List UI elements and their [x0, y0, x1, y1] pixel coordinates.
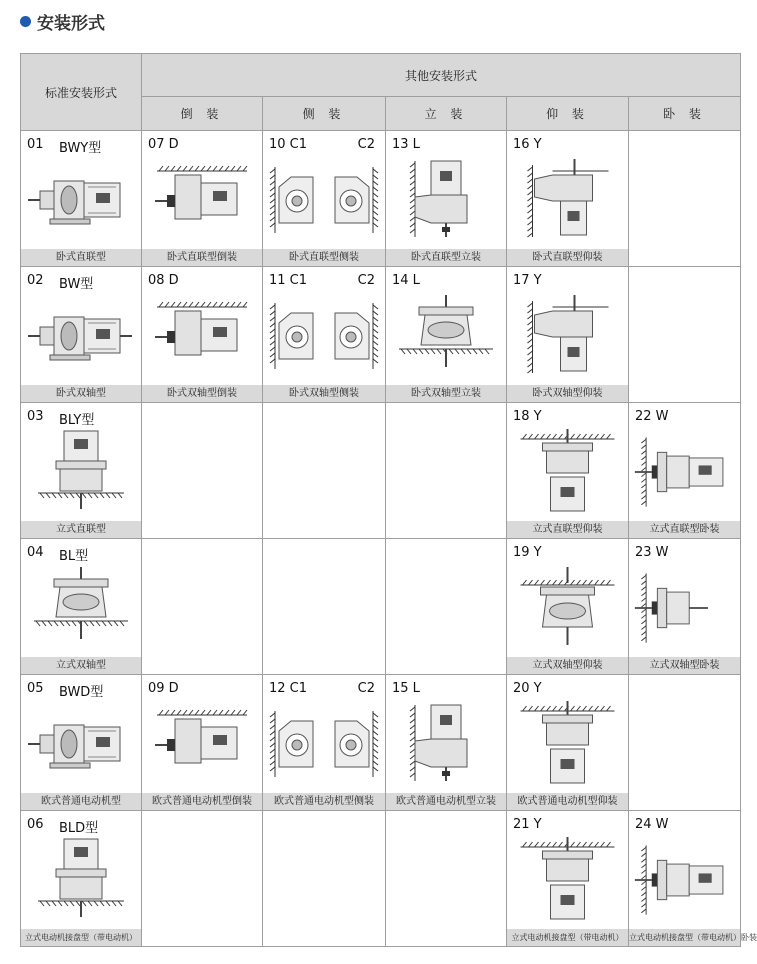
mount-cell [263, 403, 386, 539]
mount-caption: 卧式直联型倒装 [142, 249, 262, 266]
mount-cell [629, 131, 741, 267]
drawing [146, 701, 258, 787]
mount-cell [263, 539, 386, 675]
mounting-table [20, 53, 757, 947]
table-row [21, 131, 741, 267]
mount-cell [507, 267, 629, 403]
mount-caption: 卧式直联型侧装 [263, 249, 385, 266]
wall-double-shaft-icon [633, 565, 736, 651]
table-row [21, 539, 741, 675]
mount-caption: 立式电动机接盘型（带电动机）卧装 [629, 929, 740, 946]
header-other: 其他安装形式 [142, 54, 741, 97]
bullet-dot-icon [20, 16, 31, 27]
mount-caption: 卧式双轴型仰装 [507, 385, 628, 402]
mount-cell [263, 131, 386, 267]
header-inverted: 倒 装 [142, 97, 263, 131]
header-upward: 仰 装 [507, 97, 629, 131]
drawing [511, 429, 624, 515]
model-name: BLY型 [59, 413, 95, 428]
mount-caption: 立式直联型卧装 [629, 521, 740, 538]
mount-cell [386, 131, 507, 267]
upward-mount-icon [511, 157, 624, 243]
model-name: BLD型 [59, 821, 99, 836]
mount-code: 17 Y [513, 273, 542, 288]
mount-caption: 立式电动机接盘型（带电动机） [507, 929, 628, 946]
mount-code: 23 W [635, 545, 669, 560]
mount-cell [507, 539, 629, 675]
mount-cell [263, 675, 386, 811]
mount-caption: 立式双轴型仰装 [507, 657, 628, 674]
drawing [633, 565, 736, 651]
upward-double-shaft-icon [511, 293, 624, 379]
drawing [633, 837, 736, 923]
table-row [21, 403, 741, 539]
side-mount-icon [267, 157, 381, 243]
page-title: 安装形式 [37, 13, 105, 34]
mount-caption: 卧式直联型立装 [386, 249, 506, 266]
mount-code: 05 [27, 681, 44, 696]
drawing [511, 565, 624, 651]
mount-cell [629, 539, 741, 675]
mount-cell [142, 811, 263, 947]
euro-vertical-icon [390, 701, 502, 787]
drawing [511, 157, 624, 243]
drawing [146, 293, 258, 379]
mount-caption: 欧式普通电动机型倒装 [142, 793, 262, 810]
mount-cell [142, 267, 263, 403]
drawing [267, 293, 381, 379]
vertical-flange-upward-icon [511, 837, 624, 923]
model-name: BL型 [59, 549, 89, 564]
drawing [25, 701, 137, 787]
mount-cell [142, 403, 263, 539]
wall-flange-motor-icon [633, 837, 736, 923]
mount-cell [142, 539, 263, 675]
inverted-double-shaft-icon [146, 293, 258, 379]
inverted-direct-icon [146, 157, 258, 243]
header-standard: 标准安装形式 [21, 54, 142, 131]
header-vertical: 立 装 [386, 97, 507, 131]
mount-code: 19 Y [513, 545, 542, 560]
mount-cell [629, 811, 757, 947]
mount-cell [21, 675, 142, 811]
vertical-flange-motor-icon [25, 837, 137, 923]
mount-cell [386, 267, 507, 403]
mount-code: 18 Y [513, 409, 542, 424]
mount-code: 12 C1 [269, 681, 308, 696]
horizontal-double-shaft-icon [25, 293, 137, 379]
mount-cell [386, 403, 507, 539]
mount-cell [21, 539, 142, 675]
drawing [25, 293, 137, 379]
mount-code: 01 [27, 137, 44, 152]
mount-code: 20 Y [513, 681, 542, 696]
euro-inverted-icon [146, 701, 258, 787]
model-name: BW型 [59, 277, 94, 292]
mount-caption: 欧式普通电动机型 [21, 793, 141, 810]
mount-code: 09 D [148, 681, 179, 696]
drawing [390, 157, 502, 243]
table-row [21, 267, 741, 403]
vertical-double-shaft-icon [25, 565, 137, 651]
mount-cell [507, 811, 629, 947]
section-title [20, 8, 105, 34]
mount-caption: 立式电动机接盘型（带电动机） [21, 929, 141, 946]
mount-code-b: C2 [357, 681, 375, 696]
mount-caption: 立式双轴型卧装 [629, 657, 740, 674]
mount-cell [507, 675, 629, 811]
vertical-double-shaft-icon [390, 293, 502, 379]
mount-cell [507, 403, 629, 539]
mount-cell [507, 131, 629, 267]
vertical-mount-icon [390, 157, 502, 243]
mount-code: 16 Y [513, 137, 542, 152]
mount-cell [263, 267, 386, 403]
mount-cell [386, 811, 507, 947]
mount-caption: 立式双轴型 [21, 657, 141, 674]
mount-cell [21, 811, 142, 947]
mount-caption: 立式直联型仰装 [507, 521, 628, 538]
header-horizontal: 卧 装 [629, 97, 741, 131]
drawing [25, 157, 137, 243]
horizontal-direct-icon [25, 157, 137, 243]
model-name: BWY型 [59, 141, 102, 156]
drawing [25, 429, 137, 515]
mount-cell [21, 403, 142, 539]
mount-caption: 卧式直联型仰装 [507, 249, 628, 266]
drawing [511, 293, 624, 379]
mount-caption: 欧式普通电动机型仰装 [507, 793, 628, 810]
drawing [511, 701, 624, 787]
side-mount-icon [267, 701, 381, 787]
drawing [511, 837, 624, 923]
mount-code: 11 C1 [269, 273, 308, 288]
mount-cell [142, 131, 263, 267]
side-mount-icon [267, 293, 381, 379]
mount-caption: 卧式双轴型倒装 [142, 385, 262, 402]
mount-cell [21, 131, 142, 267]
mount-caption: 欧式普通电动机型侧装 [263, 793, 385, 810]
mount-cell [263, 811, 386, 947]
drawing [25, 565, 137, 651]
mount-caption: 卧式直联型 [21, 249, 141, 266]
mount-code: 08 D [148, 273, 179, 288]
mount-cell [386, 675, 507, 811]
mount-code: 07 D [148, 137, 179, 152]
euro-motor-icon [25, 701, 137, 787]
mount-caption: 卧式双轴型立装 [386, 385, 506, 402]
mount-code: 06 [27, 817, 44, 832]
drawing [390, 701, 502, 787]
mount-cell [142, 675, 263, 811]
drawing [146, 157, 258, 243]
drawing [633, 429, 736, 515]
mount-code: 24 W [635, 817, 669, 832]
mount-code: 02 [27, 273, 44, 288]
mount-code-b: C2 [357, 273, 375, 288]
mount-code: 22 W [635, 409, 669, 424]
model-name: BWD型 [59, 685, 104, 700]
vertical-direct-upward-icon [511, 429, 624, 515]
mount-code: 15 L [392, 681, 420, 696]
vertical-double-upward-icon [511, 565, 624, 651]
mount-code: 13 L [392, 137, 420, 152]
mount-caption: 欧式普通电动机型立装 [386, 793, 506, 810]
drawing [390, 293, 502, 379]
mount-code: 21 Y [513, 817, 542, 832]
header-side: 侧 装 [263, 97, 386, 131]
mount-cell [629, 267, 741, 403]
mount-cell [629, 675, 741, 811]
drawing [267, 701, 381, 787]
mount-caption: 立式直联型 [21, 521, 141, 538]
table-row [21, 675, 741, 811]
mount-caption: 卧式双轴型 [21, 385, 141, 402]
mount-code: 10 C1 [269, 137, 308, 152]
table-row [21, 811, 741, 947]
mount-cell [21, 267, 142, 403]
mount-cell [629, 403, 741, 539]
mount-cell [386, 539, 507, 675]
mount-code-b: C2 [357, 137, 375, 152]
mount-code: 04 [27, 545, 44, 560]
euro-upward-icon [511, 701, 624, 787]
wall-direct-icon [633, 429, 736, 515]
mount-code: 14 L [392, 273, 420, 288]
drawing [267, 157, 381, 243]
vertical-direct-icon [25, 429, 137, 515]
mount-code: 03 [27, 409, 44, 424]
drawing [25, 837, 137, 923]
mount-caption: 卧式双轴型侧装 [263, 385, 385, 402]
